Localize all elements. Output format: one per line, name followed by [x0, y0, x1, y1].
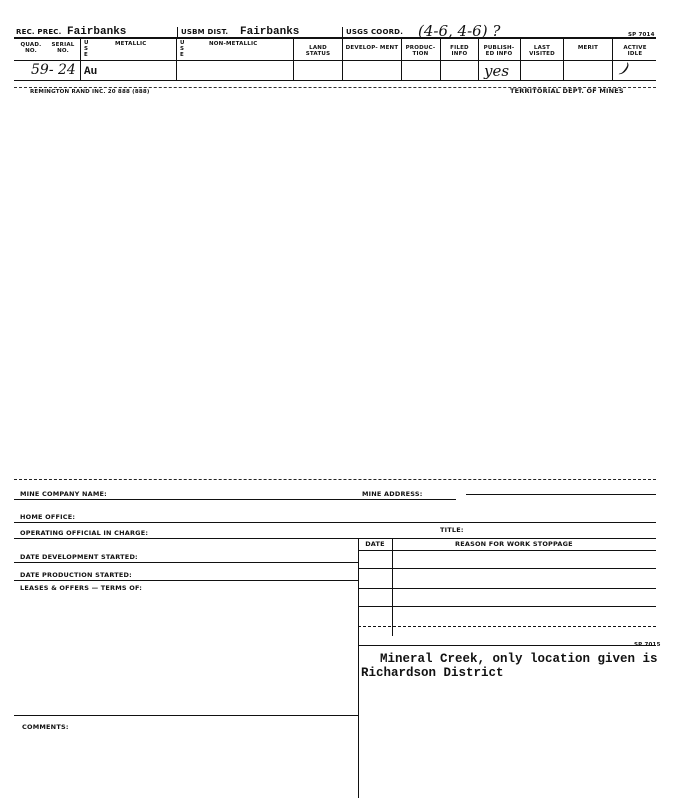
col-production: PRODUC- TION	[405, 45, 436, 57]
col-active-idle: ACTIVE IDLE	[623, 45, 647, 57]
column-divider	[520, 38, 521, 80]
table-rule	[358, 568, 656, 569]
rec-prec-label: REC. PREC.	[16, 28, 62, 36]
form-line	[14, 499, 456, 500]
divider	[177, 27, 178, 38]
usgs-coord-value: (4-6, 4-6) ?	[418, 22, 501, 40]
col-metallic: METALLIC	[115, 41, 147, 47]
table-rule	[358, 588, 656, 589]
table-rule	[358, 645, 656, 646]
form-line	[14, 522, 656, 523]
leases-offers-label: LEASES & OFFERS — TERMS OF:	[20, 584, 143, 592]
col-filed-info: FILED INFO	[450, 45, 469, 57]
col-development: DEVELOP- MENT	[345, 45, 399, 51]
form-line	[14, 715, 358, 716]
table-rule	[14, 80, 656, 81]
usbm-dist-value: Fairbanks	[240, 26, 300, 38]
date-production-label: DATE PRODUCTION STARTED:	[20, 571, 132, 579]
quad-serial-value: 59- 24	[31, 62, 76, 78]
col-merit: MERIT	[577, 45, 599, 51]
col-last-visited: LAST VISITED	[529, 45, 555, 57]
col-serial: SERIAL NO.	[51, 42, 75, 54]
mine-company-name-label: MINE COMPANY NAME:	[20, 490, 107, 498]
table-rule	[358, 606, 656, 607]
column-divider	[612, 38, 613, 80]
divider	[342, 27, 343, 38]
column-divider	[401, 38, 402, 80]
usgs-coord-label: USGS COORD.	[346, 28, 404, 36]
form-code: SP 7015	[634, 642, 661, 648]
reason-header: REASON FOR WORK STOPPAGE	[455, 540, 573, 548]
col-use-2: U S E	[180, 40, 185, 58]
column-divider	[440, 38, 441, 80]
table-divider	[358, 538, 359, 798]
date-header: DATE	[365, 540, 385, 548]
column-divider	[176, 38, 177, 80]
published-value: yes	[484, 62, 510, 80]
table-divider	[392, 538, 393, 636]
column-divider	[563, 38, 564, 80]
home-office-label: HOME OFFICE:	[20, 513, 76, 521]
title-label: TITLE:	[440, 526, 464, 534]
table-rule	[358, 626, 656, 627]
card-top-edge	[14, 479, 656, 480]
date-development-label: DATE DEVELOPMENT STARTED:	[20, 553, 138, 561]
col-non-metallic: NON-METALLIC	[209, 41, 258, 47]
table-rule	[14, 60, 656, 61]
metallic-value: Au	[84, 66, 98, 78]
mine-address-label: MINE ADDRESS:	[362, 490, 423, 498]
usbm-dist-label: USBM DIST.	[181, 28, 229, 36]
form-line	[14, 580, 358, 581]
column-divider	[342, 38, 343, 80]
col-quad: QUAD. NO.	[20, 42, 42, 54]
department-name: TERRITORIAL DEPT. OF MINES	[510, 87, 624, 95]
column-divider	[80, 38, 81, 80]
form-line	[466, 494, 656, 495]
operating-official-label: OPERATING OFFICIAL IN CHARGE:	[20, 529, 149, 537]
rec-prec-value: Fairbanks	[67, 26, 127, 38]
col-land-status: LAND STATUS	[305, 45, 331, 57]
form-line	[14, 538, 656, 539]
col-published-info: PUBLISH- ED INFO	[483, 45, 515, 57]
column-divider	[478, 38, 479, 80]
table-rule	[358, 550, 656, 551]
printer-imprint: REMINGTON RAND INC. 20 888 (888)	[30, 89, 150, 95]
form-code: SP 7014	[628, 32, 655, 38]
note-line-1: Mineral Creek, only location given is	[380, 652, 658, 666]
column-divider	[293, 38, 294, 80]
col-use-1: U S E	[84, 40, 89, 58]
note-line-2: Richardson District	[361, 666, 504, 680]
active-idle-mark: )	[618, 58, 632, 79]
comments-label: COMMENTS:	[22, 723, 69, 731]
form-line	[14, 562, 358, 563]
